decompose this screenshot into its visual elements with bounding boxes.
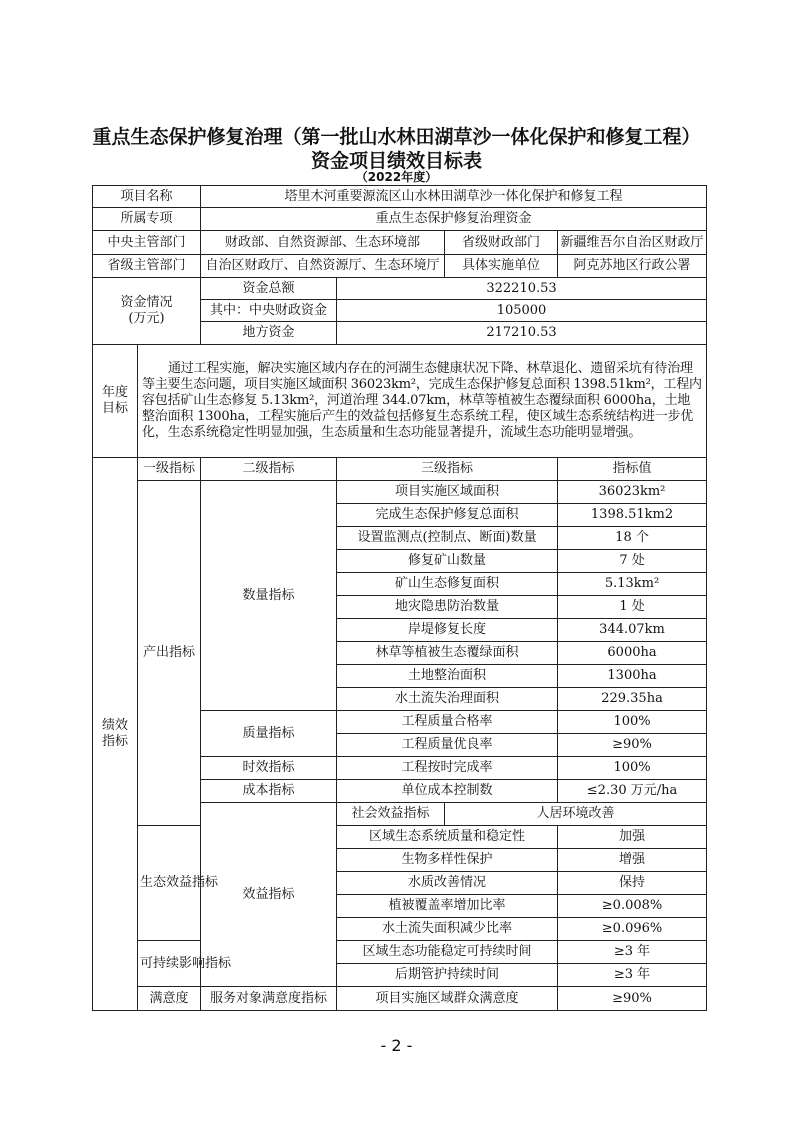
timeliness-value: 100%: [558, 757, 707, 780]
doc-year: （2022年度）: [355, 170, 438, 184]
quantity-value-7: 6000ha: [558, 642, 707, 665]
eco-name-1: 生物多样性保护: [337, 849, 558, 872]
satisfaction-value: ≥90%: [558, 987, 707, 1011]
eco-value-3: ≥0.008%: [558, 895, 707, 918]
funds-total-value: 322210.53: [337, 278, 707, 300]
timeliness-label: 时效指标: [201, 757, 337, 780]
sustain-value-0: ≥3 年: [558, 941, 707, 964]
funds-label-text: 资金情况: [120, 295, 173, 310]
eco-value-0: 加强: [558, 826, 707, 849]
central-dept-value: 财政部、自然资源部、生态环境部: [201, 231, 445, 255]
quantity-name-6: 岸堤修复长度: [337, 619, 558, 642]
quantity-name-1: 完成生态保护修复总面积: [337, 504, 558, 527]
eco-value-4: ≥0.096%: [558, 918, 707, 941]
quality-value-1: ≥90%: [558, 734, 707, 757]
central-dept-label: 中央主管部门: [93, 231, 201, 255]
quantity-value-8: 1300ha: [558, 665, 707, 688]
prov-dept-value: 自治区财政厅、自然资源厅、生态环境厅: [201, 255, 445, 278]
cost-label: 成本指标: [201, 780, 337, 803]
eco-label: 生态效益指标: [138, 826, 201, 941]
header-level2: 二级指标: [201, 458, 337, 481]
eco-value-2: 保持: [558, 872, 707, 895]
quantity-value-4: 5.13km²: [558, 573, 707, 596]
cost-name: 单位成本控制数: [337, 780, 558, 803]
objective-label: [93, 345, 138, 458]
eco-value-1: 增强: [558, 849, 707, 872]
timeliness-name: 工程按时完成率: [337, 757, 558, 780]
perf-label-line2: 指标: [101, 734, 128, 749]
satisfaction-label: 满意度: [138, 987, 201, 1011]
eco-name-4: 水土流失面积减少比率: [337, 918, 558, 941]
doc-title-line2: 资金项目绩效目标表: [310, 150, 482, 172]
quantity-name-2: 设置监测点(控制点、断面)数量: [337, 527, 558, 550]
quantity-name-9: 水土流失治理面积: [337, 688, 558, 711]
perf-label-line1: 绩效: [101, 718, 128, 733]
quantity-name-8: 土地整治面积: [337, 665, 558, 688]
social-label: 社会效益指标: [337, 803, 445, 826]
sustain-value-1: ≥3 年: [558, 964, 707, 987]
header-level1: 一级指标: [138, 458, 201, 481]
funds-label: [93, 278, 201, 345]
quantity-name-7: 林草等植被生态覆绿面积: [337, 642, 558, 665]
objective-label-line2: 目标: [101, 401, 128, 416]
project-name-value: 塔里木河重要源流区山水林田湖草沙一体化保护和修复工程: [201, 186, 707, 208]
sustain-label: 可持续影响指标: [138, 941, 201, 987]
quantity-value-3: 7 处: [558, 550, 707, 573]
funds-local-value: 217210.53: [337, 322, 707, 345]
quantity-name-5: 地灾隐患防治数量: [337, 596, 558, 619]
cost-value: ≤2.30 万元/ha: [558, 780, 707, 803]
performance-table: [92, 185, 707, 1011]
impl-unit-value: 阿克苏地区行政公署: [558, 255, 707, 278]
output-label: 产出指标: [138, 481, 201, 826]
header-level3: 三级指标: [337, 458, 558, 481]
quantity-value-2: 18 个: [558, 527, 707, 550]
eco-name-0: 区域生态系统质量和稳定性: [337, 826, 558, 849]
quality-name-1: 工程质量优良率: [337, 734, 558, 757]
quality-label: 质量指标: [201, 711, 337, 757]
funds-unit: (万元): [128, 311, 165, 326]
quantity-value-6: 344.07km: [558, 619, 707, 642]
prov-finance-value: 新疆维吾尔自治区财政厅: [558, 231, 707, 255]
satisfaction-name: 项目实施区域群众满意度: [337, 987, 558, 1011]
benefit-label: 效益指标: [201, 803, 337, 987]
funds-local-label: 地方资金: [201, 322, 337, 345]
prov-finance-label: 省级财政部门: [445, 231, 558, 255]
eco-name-3: 植被覆盖率增加比率: [337, 895, 558, 918]
sustain-name-1: 后期管护持续时间: [337, 964, 558, 987]
quantity-name-0: 项目实施区域面积: [337, 481, 558, 504]
quantity-label: 数量指标: [201, 481, 337, 711]
page-number: - 2 -: [380, 1036, 413, 1055]
doc-title-line1: 重点生态保护修复治理（第一批山水林田湖草沙一体化保护和修复工程）: [92, 126, 701, 148]
quantity-value-5: 1 处: [558, 596, 707, 619]
quantity-value-0: 36023km²: [558, 481, 707, 504]
objective-label-line1: 年度: [101, 385, 128, 400]
funds-central-value: 105000: [337, 300, 707, 322]
sustain-name-0: 区域生态功能稳定可持续时间: [337, 941, 558, 964]
quantity-name-4: 矿山生态修复面积: [337, 573, 558, 596]
objective-text: [138, 345, 707, 458]
quality-name-0: 工程质量合格率: [337, 711, 558, 734]
impl-unit-label: 具体实施单位: [445, 255, 558, 278]
objective-paragraph: 通过工程实施，解决实施区域内存在的河湖生态健康状况下降、林草退化、遗留采坑有待治理等主要生态问题，项目实施区域面积 36023km²，完成生态保护修复总面积 1398.51km²，工程内容包括矿山生态修复 5.13km²，河道治理 344.07km，林草等植被生态覆绿面积 6000ha，土地整治面积 1300ha，工程实施后产生的效益包括修复生态系统工程，使区域生态系统结构进一步优化，生态系统稳定性明显加强，生态质量和生态功能显著提升，流域生态功能明显增强。: [142, 361, 702, 440]
prov-dept-label: 省级主管部门: [93, 255, 201, 278]
eco-name-2: 水质改善情况: [337, 872, 558, 895]
project-name-label: 项目名称: [93, 186, 201, 208]
quantity-name-3: 修复矿山数量: [337, 550, 558, 573]
header-value: 指标值: [558, 458, 707, 481]
perf-label: [93, 458, 138, 1011]
special-value: 重点生态保护修复治理资金: [201, 208, 707, 231]
satisfaction-sub: 服务对象满意度指标: [201, 987, 337, 1011]
social-name: 人居环境改善: [445, 803, 707, 826]
special-label: 所属专项: [93, 208, 201, 231]
quality-value-0: 100%: [558, 711, 707, 734]
funds-total-label: 资金总额: [201, 278, 337, 300]
quantity-value-1: 1398.51km2: [558, 504, 707, 527]
funds-central-label: 其中：中央财政资金: [201, 300, 337, 322]
quantity-value-9: 229.35ha: [558, 688, 707, 711]
